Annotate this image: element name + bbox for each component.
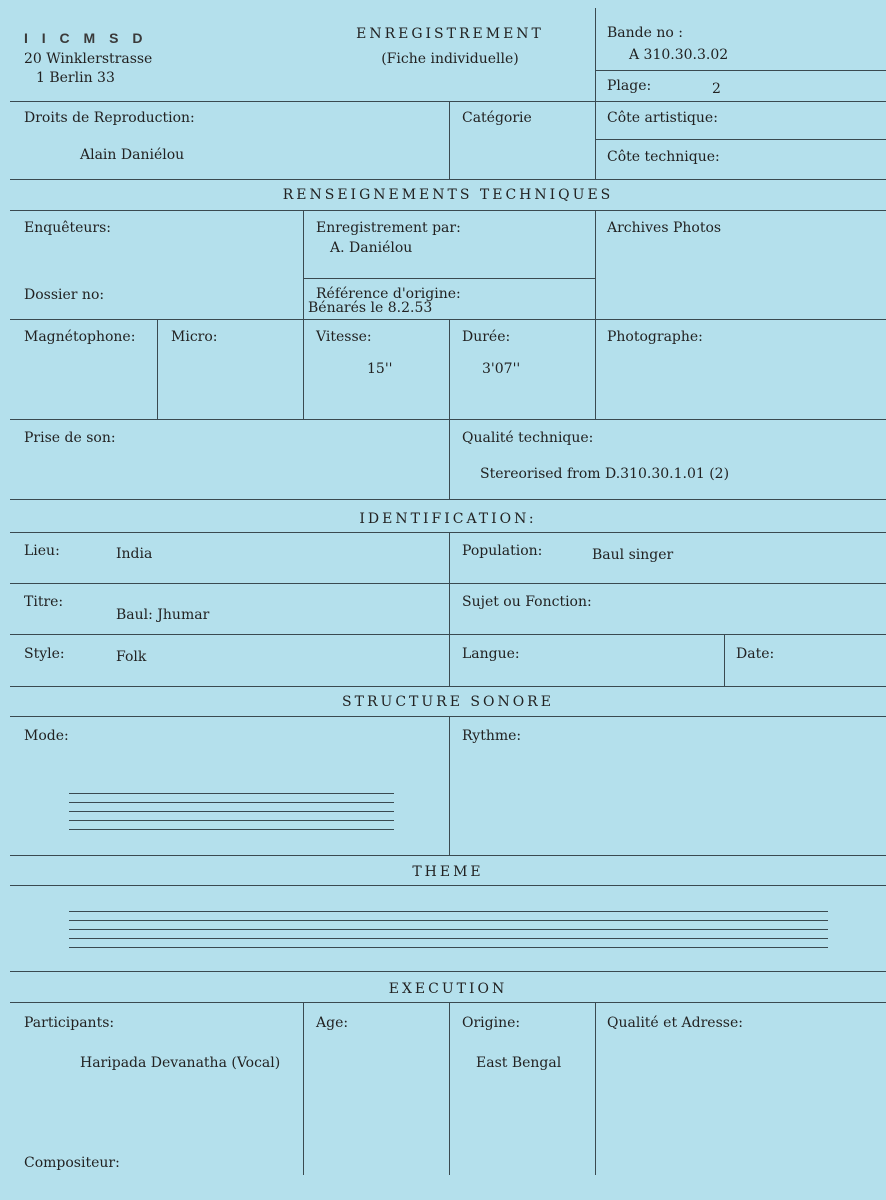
section-structure-title: STRUCTURE SONORE bbox=[342, 694, 554, 710]
photographe-label: Photographe: bbox=[607, 329, 703, 345]
address-line-1: 20 Winklerstrasse bbox=[24, 51, 153, 67]
duree-value: 3'07'' bbox=[482, 361, 521, 377]
date-label: Date: bbox=[736, 646, 775, 662]
qualite-adresse-label: Qualité et Adresse: bbox=[607, 1015, 743, 1031]
duree-label: Durée: bbox=[462, 329, 511, 345]
plage-value: 2 bbox=[712, 81, 721, 97]
bande-label: Bande no : bbox=[607, 25, 683, 41]
archives-label: Archives Photos bbox=[607, 220, 722, 236]
titre-value: Baul: Jhumar bbox=[116, 607, 210, 623]
vitesse-label: Vitesse: bbox=[316, 329, 372, 345]
lieu-label: Lieu: bbox=[24, 543, 60, 559]
qualite-technique-label: Qualité technique: bbox=[462, 430, 594, 446]
population-value: Baul singer bbox=[592, 547, 674, 563]
compositeur-label: Compositeur: bbox=[24, 1155, 120, 1171]
participants-value: Haripada Devanatha (Vocal) bbox=[80, 1055, 281, 1071]
enreg-par-label: Enregistrement par: bbox=[316, 220, 461, 236]
langue-label: Langue: bbox=[462, 646, 520, 662]
reference-value: Bénarés le 8.2.53 bbox=[308, 300, 433, 316]
form-subtitle: (Fiche individuelle) bbox=[381, 51, 519, 67]
mode-label: Mode: bbox=[24, 728, 69, 744]
vitesse-value: 15'' bbox=[367, 361, 393, 377]
population-label: Population: bbox=[462, 543, 543, 559]
reference-label: Référence d'origine: bbox=[316, 286, 461, 302]
cote-technique-label: Côte technique: bbox=[607, 149, 720, 165]
style-value: Folk bbox=[116, 649, 147, 665]
org-name: I I C M S D bbox=[24, 30, 148, 46]
section-identification-title: IDENTIFICATION: bbox=[359, 511, 537, 527]
enreg-par-value: A. Daniélou bbox=[330, 240, 413, 256]
lieu-value: India bbox=[116, 546, 153, 562]
categorie-label: Catégorie bbox=[462, 110, 532, 126]
sujet-label: Sujet ou Fonction: bbox=[462, 594, 592, 610]
micro-label: Micro: bbox=[171, 329, 218, 345]
rythme-label: Rythme: bbox=[462, 728, 522, 744]
form-title: ENREGISTREMENT bbox=[356, 26, 544, 42]
section-theme-title: THEME bbox=[412, 864, 484, 880]
style-label: Style: bbox=[24, 646, 65, 662]
droits-label: Droits de Reproduction: bbox=[24, 110, 195, 126]
enqueteurs-label: Enquêteurs: bbox=[24, 220, 112, 236]
qualite-technique-value: Stereorised from D.310.30.1.01 (2) bbox=[480, 466, 730, 482]
address-line-2: 1 Berlin 33 bbox=[36, 70, 115, 86]
bande-value: A 310.30.3.02 bbox=[629, 47, 729, 63]
prise-de-son-label: Prise de son: bbox=[24, 430, 116, 446]
age-label: Age: bbox=[316, 1015, 349, 1031]
section-technique-title: RENSEIGNEMENTS TECHNIQUES bbox=[282, 187, 614, 203]
origine-value: East Bengal bbox=[476, 1055, 562, 1071]
titre-label: Titre: bbox=[24, 594, 64, 610]
plage-label: Plage: bbox=[607, 78, 652, 94]
magnetophone-label: Magnétophone: bbox=[24, 329, 136, 345]
section-execution-title: EXECUTION bbox=[388, 981, 508, 997]
cote-artistique-label: Côte artistique: bbox=[607, 110, 718, 126]
participants-label: Participants: bbox=[24, 1015, 115, 1031]
dossier-label: Dossier no: bbox=[24, 287, 105, 303]
origine-label: Origine: bbox=[462, 1015, 521, 1031]
droits-value: Alain Daniélou bbox=[80, 147, 185, 163]
